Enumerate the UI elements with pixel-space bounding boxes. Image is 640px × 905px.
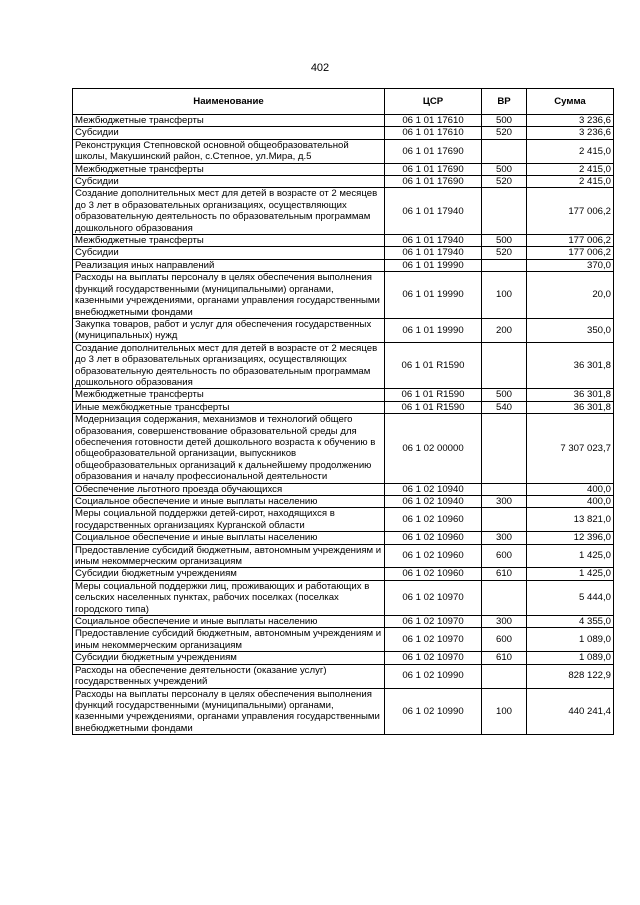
cell-sum: 12 396,0 bbox=[527, 532, 614, 544]
cell-csr: 06 1 01 R1590 bbox=[385, 342, 482, 389]
table-row bbox=[73, 401, 614, 413]
cell-csr: 06 1 02 10940 bbox=[385, 483, 482, 495]
cell-csr: 06 1 02 00000 bbox=[385, 414, 482, 483]
cell-csr: 06 1 01 19990 bbox=[385, 272, 482, 319]
cell-name: Иные межбюджетные трансферты bbox=[73, 401, 385, 413]
table-row bbox=[73, 318, 614, 342]
table-row bbox=[73, 342, 614, 389]
cell-sum: 400,0 bbox=[527, 483, 614, 495]
cell-name: Предоставление субсидий бюджетным, автономным учреждениям и иным некоммерческим организациям bbox=[73, 628, 385, 652]
budget-table bbox=[72, 88, 614, 735]
table-row bbox=[73, 188, 614, 235]
cell-vr bbox=[482, 483, 527, 495]
cell-name: Межбюджетные трансферты bbox=[73, 163, 385, 175]
cell-vr: 610 bbox=[482, 568, 527, 580]
cell-name: Межбюджетные трансферты bbox=[73, 389, 385, 401]
table-row bbox=[73, 414, 614, 483]
table-row bbox=[73, 580, 614, 615]
cell-sum: 177 006,2 bbox=[527, 188, 614, 235]
table-row bbox=[73, 616, 614, 628]
cell-csr: 06 1 01 19990 bbox=[385, 318, 482, 342]
cell-csr: 06 1 01 R1590 bbox=[385, 401, 482, 413]
table-row bbox=[73, 163, 614, 175]
cell-vr: 600 bbox=[482, 628, 527, 652]
cell-name: Расходы на обеспечение деятельности (оказание услуг) государственных учреждений bbox=[73, 664, 385, 688]
cell-vr: 600 bbox=[482, 544, 527, 568]
cell-name: Модернизация содержания, механизмов и технологий общего образования, совершенствование образовательной среды для обеспечения готовности детей дошкольного возраста к обучению в общеобразовательной организации, выпускников общеобразовательных организаций к дальнейшему продолжению образования и началу профессиональной деятельности bbox=[73, 414, 385, 483]
header-vr: ВР bbox=[482, 89, 527, 115]
table-row bbox=[73, 652, 614, 664]
cell-vr: 300 bbox=[482, 532, 527, 544]
cell-sum: 36 301,8 bbox=[527, 401, 614, 413]
cell-name: Субсидии bbox=[73, 127, 385, 139]
cell-name: Расходы на выплаты персоналу в целях обеспечения выполнения функций государственными (муниципальными) органами, казенными учреждениями, органами управления государственными внебюджетными фондами bbox=[73, 272, 385, 319]
cell-name: Субсидии бюджетным учреждениям bbox=[73, 568, 385, 580]
cell-name: Меры социальной поддержки лиц, проживающих и работающих в сельских населенных пунктах, рабочих поселках (поселках городского типа) bbox=[73, 580, 385, 615]
cell-csr: 06 1 01 17940 bbox=[385, 235, 482, 247]
cell-sum: 4 355,0 bbox=[527, 616, 614, 628]
cell-name: Создание дополнительных мест для детей в возрасте от 2 месяцев до 3 лет в образовательных организациях, осуществляющих образовательную деятельность по образовательным программам дошкольного образования bbox=[73, 342, 385, 389]
cell-name: Реализация иных направлений bbox=[73, 259, 385, 271]
header-sum: Сумма bbox=[527, 89, 614, 115]
cell-vr: 520 bbox=[482, 176, 527, 188]
table-row bbox=[73, 127, 614, 139]
table-row bbox=[73, 259, 614, 271]
cell-csr: 06 1 01 19990 bbox=[385, 259, 482, 271]
cell-csr: 06 1 01 17610 bbox=[385, 115, 482, 127]
cell-csr: 06 1 01 17690 bbox=[385, 139, 482, 163]
header-name: Наименование bbox=[73, 89, 385, 115]
cell-name: Субсидии bbox=[73, 247, 385, 259]
cell-csr: 06 1 02 10970 bbox=[385, 652, 482, 664]
table-row bbox=[73, 628, 614, 652]
cell-csr: 06 1 01 17940 bbox=[385, 188, 482, 235]
cell-vr: 610 bbox=[482, 652, 527, 664]
table-header-row bbox=[73, 89, 614, 115]
cell-vr bbox=[482, 139, 527, 163]
table-row bbox=[73, 688, 614, 735]
cell-name: Меры социальной поддержки детей-сирот, находящихся в государственных организациях Курганской области bbox=[73, 508, 385, 532]
header-csr: ЦСР bbox=[385, 89, 482, 115]
cell-sum: 7 307 023,7 bbox=[527, 414, 614, 483]
cell-name: Расходы на выплаты персоналу в целях обеспечения выполнения функций государственными (муниципальными) органами, казенными учреждениями, органами управления государственными внебюджетными фондами bbox=[73, 688, 385, 735]
cell-vr: 520 bbox=[482, 247, 527, 259]
cell-vr: 500 bbox=[482, 235, 527, 247]
cell-vr: 540 bbox=[482, 401, 527, 413]
cell-csr: 06 1 02 10970 bbox=[385, 580, 482, 615]
cell-sum: 2 415,0 bbox=[527, 139, 614, 163]
cell-sum: 1 089,0 bbox=[527, 652, 614, 664]
table-body bbox=[73, 115, 614, 735]
table-row bbox=[73, 139, 614, 163]
cell-name: Социальное обеспечение и иные выплаты населению bbox=[73, 532, 385, 544]
cell-sum: 20,0 bbox=[527, 272, 614, 319]
table-row bbox=[73, 272, 614, 319]
cell-vr: 500 bbox=[482, 115, 527, 127]
cell-sum: 177 006,2 bbox=[527, 247, 614, 259]
cell-vr: 520 bbox=[482, 127, 527, 139]
cell-csr: 06 1 01 R1590 bbox=[385, 389, 482, 401]
cell-csr: 06 1 01 17610 bbox=[385, 127, 482, 139]
cell-name: Межбюджетные трансферты bbox=[73, 235, 385, 247]
cell-sum: 36 301,8 bbox=[527, 342, 614, 389]
cell-vr bbox=[482, 508, 527, 532]
table-row bbox=[73, 247, 614, 259]
cell-vr bbox=[482, 664, 527, 688]
table-row bbox=[73, 568, 614, 580]
cell-csr: 06 1 02 10960 bbox=[385, 568, 482, 580]
cell-name: Обеспечение льготного проезда обучающихся bbox=[73, 483, 385, 495]
cell-csr: 06 1 02 10940 bbox=[385, 496, 482, 508]
table-row bbox=[73, 235, 614, 247]
cell-sum: 3 236,6 bbox=[527, 127, 614, 139]
table-row bbox=[73, 389, 614, 401]
cell-csr: 06 1 02 10960 bbox=[385, 508, 482, 532]
cell-vr: 500 bbox=[482, 163, 527, 175]
cell-sum: 828 122,9 bbox=[527, 664, 614, 688]
cell-name: Социальное обеспечение и иные выплаты населению bbox=[73, 616, 385, 628]
cell-csr: 06 1 01 17940 bbox=[385, 247, 482, 259]
cell-vr: 100 bbox=[482, 688, 527, 735]
table-row bbox=[73, 664, 614, 688]
cell-csr: 06 1 02 10960 bbox=[385, 532, 482, 544]
table-row bbox=[73, 532, 614, 544]
cell-vr: 300 bbox=[482, 496, 527, 508]
table-row bbox=[73, 508, 614, 532]
table-row bbox=[73, 496, 614, 508]
cell-csr: 06 1 02 10960 bbox=[385, 544, 482, 568]
cell-sum: 5 444,0 bbox=[527, 580, 614, 615]
cell-name: Субсидии бюджетным учреждениям bbox=[73, 652, 385, 664]
cell-sum: 1 089,0 bbox=[527, 628, 614, 652]
cell-vr: 200 bbox=[482, 318, 527, 342]
cell-vr: 100 bbox=[482, 272, 527, 319]
cell-sum: 1 425,0 bbox=[527, 568, 614, 580]
cell-sum: 400,0 bbox=[527, 496, 614, 508]
cell-sum: 370,0 bbox=[527, 259, 614, 271]
cell-vr bbox=[482, 580, 527, 615]
cell-name: Субсидии bbox=[73, 176, 385, 188]
table-row bbox=[73, 115, 614, 127]
cell-name: Реконструкция Степновской основной общеобразовательной школы, Макушинский район, с.Степное, ул.Мира, д.5 bbox=[73, 139, 385, 163]
cell-vr bbox=[482, 342, 527, 389]
cell-csr: 06 1 02 10970 bbox=[385, 628, 482, 652]
table-row bbox=[73, 176, 614, 188]
cell-vr bbox=[482, 414, 527, 483]
cell-vr: 500 bbox=[482, 389, 527, 401]
cell-name: Закупка товаров, работ и услуг для обеспечения государственных (муниципальных) нужд bbox=[73, 318, 385, 342]
cell-name: Социальное обеспечение и иные выплаты населению bbox=[73, 496, 385, 508]
cell-csr: 06 1 02 10990 bbox=[385, 664, 482, 688]
cell-sum: 3 236,6 bbox=[527, 115, 614, 127]
cell-sum: 350,0 bbox=[527, 318, 614, 342]
page-number: 402 bbox=[310, 62, 330, 74]
cell-vr bbox=[482, 259, 527, 271]
cell-sum: 36 301,8 bbox=[527, 389, 614, 401]
cell-name: Межбюджетные трансферты bbox=[73, 115, 385, 127]
cell-name: Создание дополнительных мест для детей в возрасте от 2 месяцев до 3 лет в образовательных организациях, осуществляющих образовательную деятельность по образовательным программам дошкольного образования bbox=[73, 188, 385, 235]
cell-sum: 2 415,0 bbox=[527, 163, 614, 175]
cell-vr: 300 bbox=[482, 616, 527, 628]
cell-csr: 06 1 02 10970 bbox=[385, 616, 482, 628]
cell-sum: 2 415,0 bbox=[527, 176, 614, 188]
cell-sum: 177 006,2 bbox=[527, 235, 614, 247]
cell-sum: 440 241,4 bbox=[527, 688, 614, 735]
cell-csr: 06 1 01 17690 bbox=[385, 163, 482, 175]
table-row bbox=[73, 544, 614, 568]
cell-vr bbox=[482, 188, 527, 235]
cell-sum: 13 821,0 bbox=[527, 508, 614, 532]
cell-name: Предоставление субсидий бюджетным, автономным учреждениям и иным некоммерческим организациям bbox=[73, 544, 385, 568]
cell-csr: 06 1 02 10990 bbox=[385, 688, 482, 735]
cell-csr: 06 1 01 17690 bbox=[385, 176, 482, 188]
cell-sum: 1 425,0 bbox=[527, 544, 614, 568]
table-row bbox=[73, 483, 614, 495]
